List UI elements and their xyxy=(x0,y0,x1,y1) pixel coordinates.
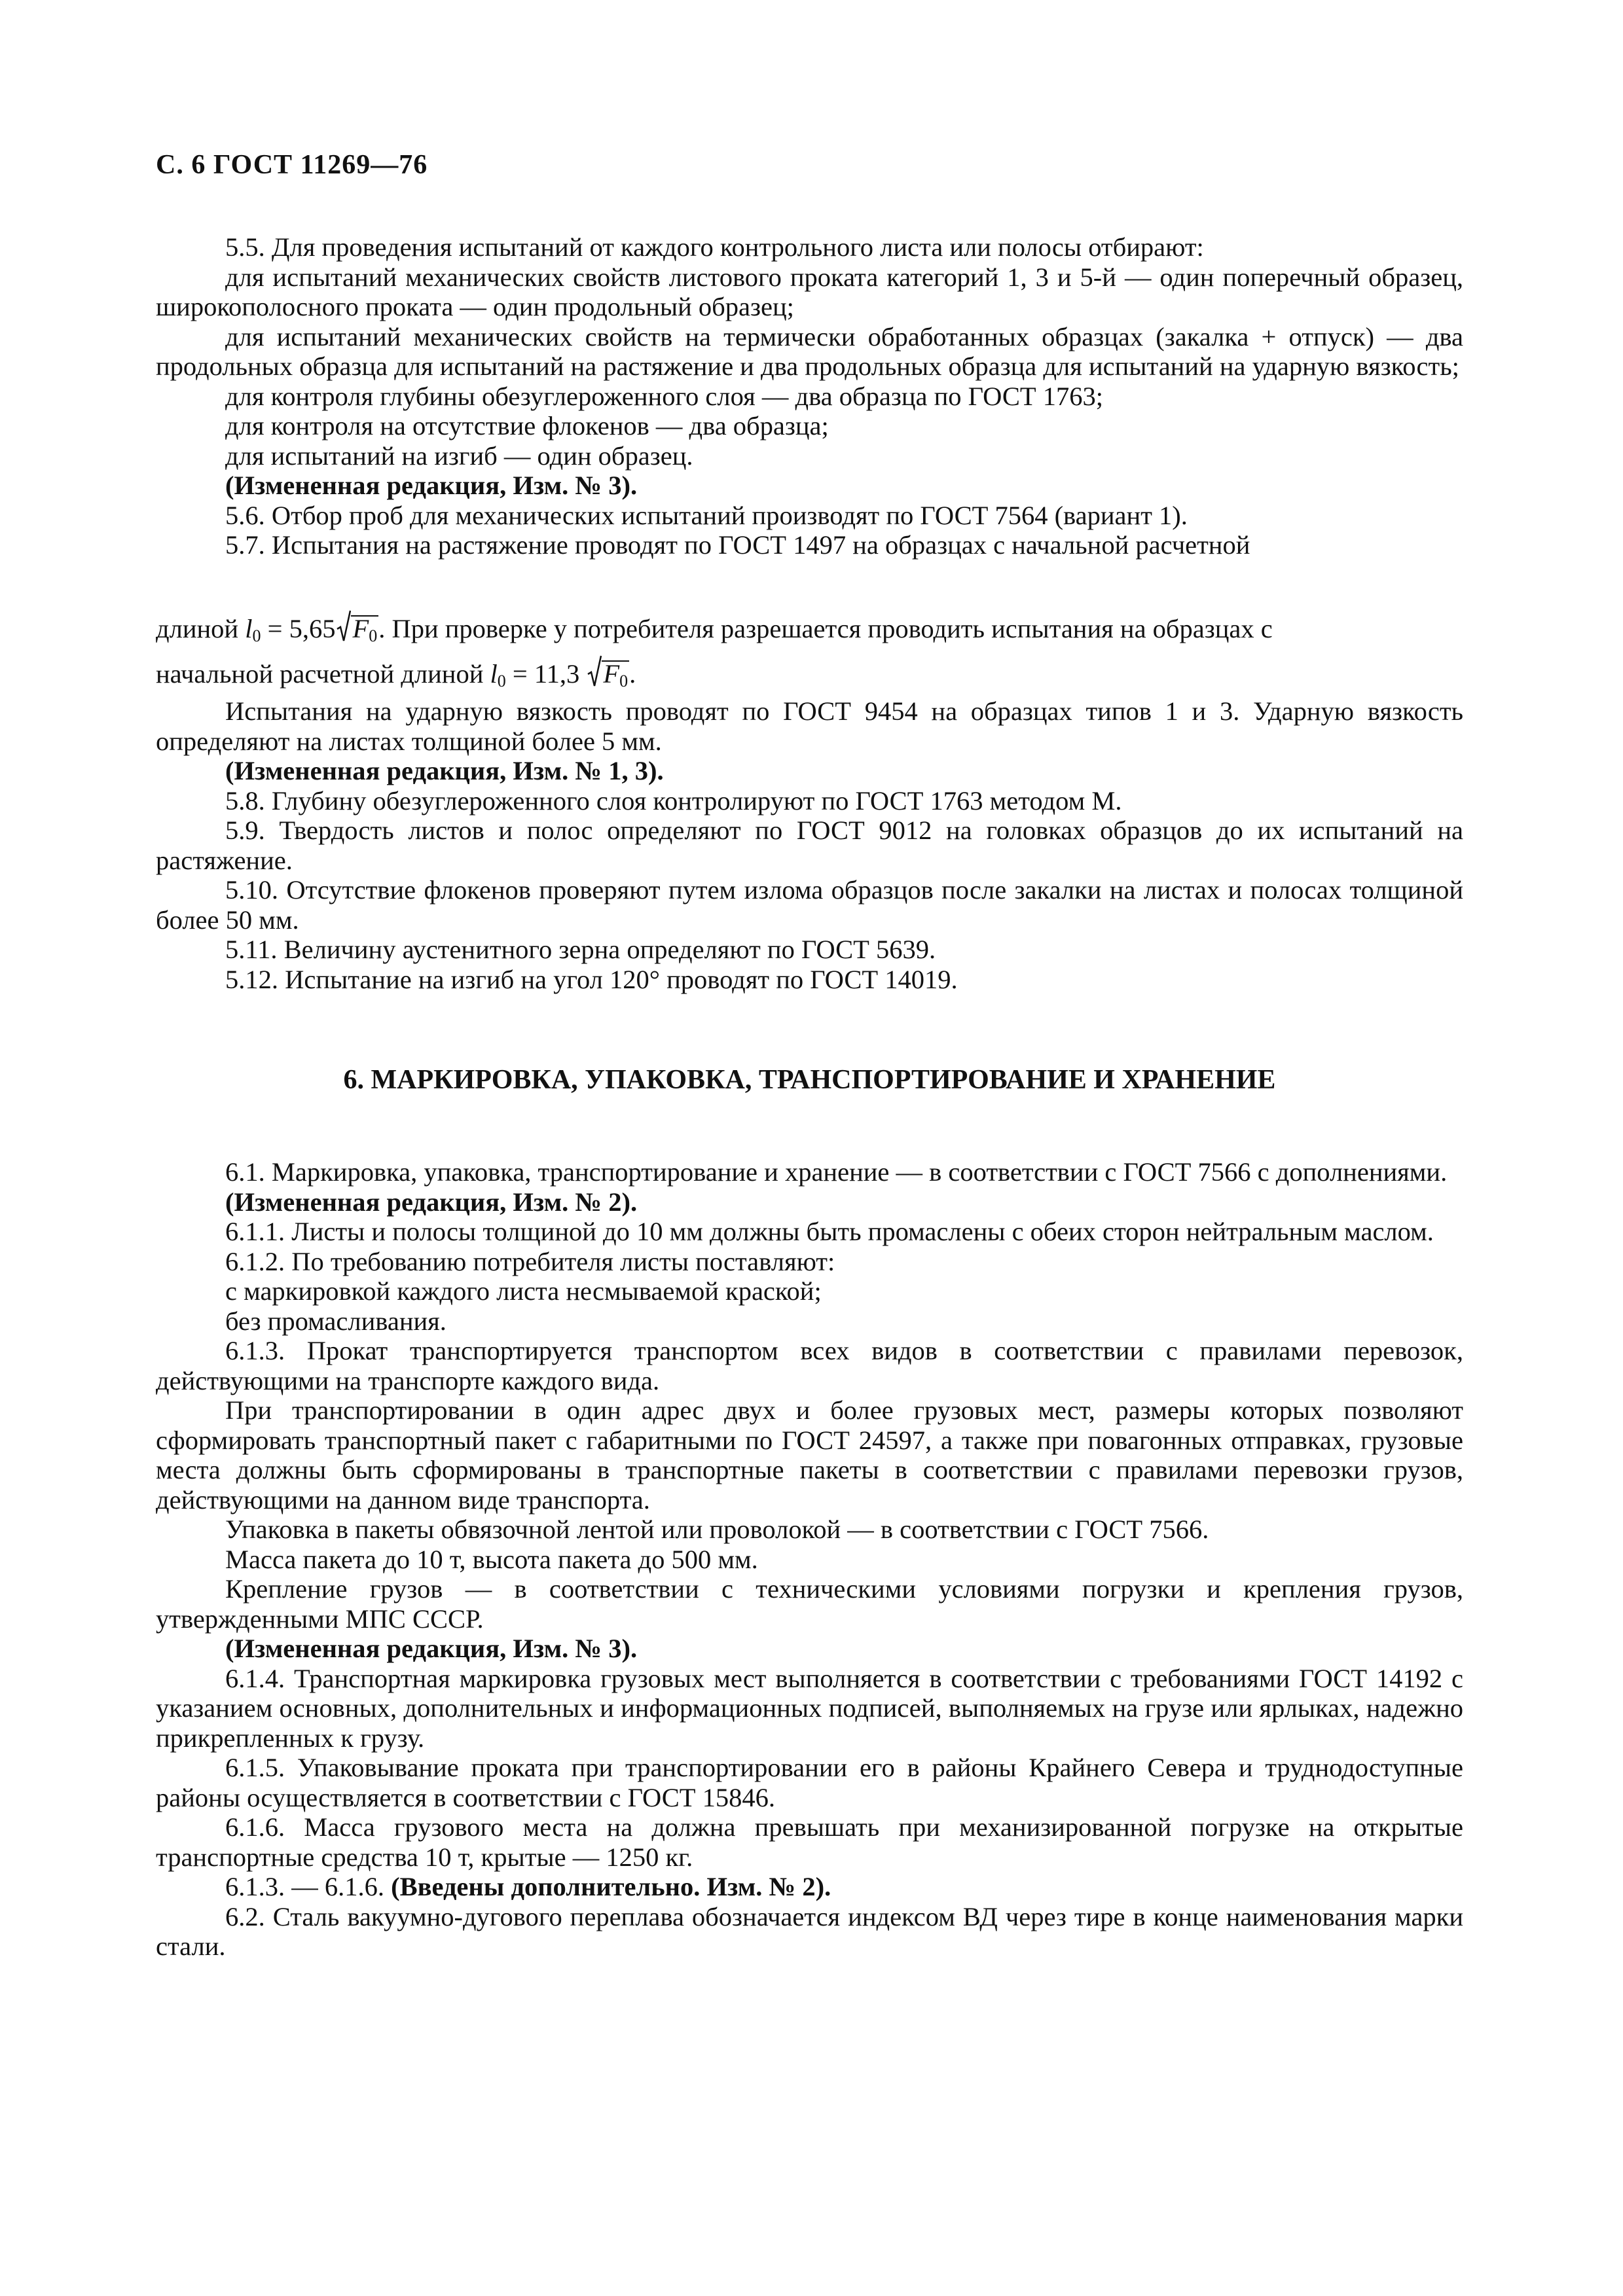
paragraph: 6.1.6. Масса грузового места на должна превышать при механизированной погрузке на открытые транспортные средства 10 т, крытые — 1250 кг. xyxy=(156,1812,1463,1872)
paragraph: 6.1.2. По требованию потребителя листы поставляют: xyxy=(225,1246,835,1276)
paragraph: 5.11. Величину аустенитного зерна определяют по ГОСТ 5639. xyxy=(225,935,936,964)
paragraph: для испытаний механических свойств листового проката категорий 1, 3 и 5-й — один поперечный образец, широкополосного проката — один продольный образец; xyxy=(156,262,1463,321)
paragraph: 6.1.5. Упаковывание проката при транспортировании его в районы Крайнего Севера и труднодоступные районы осуществляется в соответствии с ГОСТ 15846. xyxy=(156,1753,1463,1812)
paragraph: (Измененная редакция, Изм. № 3). xyxy=(225,1634,638,1663)
paragraph: 5.8. Глубину обезуглероженного слоя контролируют по ГОСТ 1763 методом М. xyxy=(225,785,1122,816)
paragraph: 5.5. Для проведения испытаний от каждого контрольного листа или полосы отбирают: xyxy=(225,232,1204,262)
formula-1: $l_0 = 5,65$ $F_0$ xyxy=(245,614,378,643)
paragraph: Крепление грузов — в соответствии с техническими условиями погрузки и крепления грузов, утвержденными МПС СССР. xyxy=(156,1574,1463,1634)
paragraph: 6.1.3. Прокат транспортируется транспортом всех видов в соответствии с правилами перевозок, действующими на транспорте каждого вида. xyxy=(156,1336,1463,1395)
paragraph: для испытаний на изгиб — один образец. xyxy=(225,440,693,471)
paragraph: Упаковка в пакеты обвязочной лентой или проволокой — в соответствии с ГОСТ 7566. xyxy=(225,1515,1209,1544)
sqrt-sign: $F_0$ xyxy=(587,658,629,689)
formula-2-prefix: начальной расчетной длиной xyxy=(156,659,490,689)
paragraph: При транспортировании в один адрес двух и более грузовых мест, размеры которых позволяют сформировать транспортный пакет с габаритными по ГОСТ 24597, а также при повагонных отправках, грузовые места должны быть сформированы в транспортные пакеты в соответствии с правилами перевозки грузов, действующими на данном виде транспорта. xyxy=(156,1395,1463,1515)
paragraph: 5.12. Испытание на изгиб на угол 120° проводят по ГОСТ 14019. xyxy=(225,964,958,994)
paragraph: 6.1. Маркировка, упаковка, транспортирование и хранение — в соответствии с ГОСТ 7566 с дополнениями. xyxy=(225,1157,1448,1187)
paragraph: (Измененная редакция, Изм. № 3). xyxy=(225,471,638,500)
sqrt-sign: $F_0$ xyxy=(337,613,378,644)
paragraph: 6.1.3. — 6.1.6. (Введены дополнительно. Изм. № 2). xyxy=(225,1872,831,1901)
paragraph: для испытаний механических свойств на термически обработанных образцах (закалка + отпуск) — два продольных образца для испытаний на растяжение и два продольных образца для испытаний на ударную вязкость; xyxy=(156,321,1463,381)
paragraph: 6.1.1. Листы и полосы толщиной до 10 мм должны быть промаслены с обеих сторон нейтральным маслом. xyxy=(225,1217,1434,1246)
paragraph: Масса пакета до 10 т, высота пакета до 500 мм. xyxy=(225,1544,758,1574)
page-header: С. 6 ГОСТ 11269—76 xyxy=(156,150,428,180)
paragraph: 5.10. Отсутствие флокенов проверяют путем излома образцов после закалки на листах и полосах толщиной более 50 мм. xyxy=(156,875,1463,935)
section-6-title: 6. МАРКИРОВКА, УПАКОВКА, ТРАНСПОРТИРОВАНИЕ И ХРАНЕНИЕ xyxy=(343,1065,1276,1095)
section-5-paragraphs-a xyxy=(156,232,1463,560)
formula-line-2 xyxy=(156,658,1463,689)
formula-line-1 xyxy=(156,613,1463,644)
paragraph: 6.1.4. Транспортная маркировка грузовых мест выполняется в соответствии с требованиями ГОСТ 14192 с указанием основных, дополнительных и информационных подписей, выполняемых на грузе или ярлыках, надежно прикрепленных к грузу. xyxy=(156,1663,1463,1753)
formula-2-suffix: . xyxy=(629,659,636,689)
paragraph: (Измененная редакция, Изм. № 2). xyxy=(225,1187,638,1217)
paragraph: для контроля глубины обезуглероженного слоя — два образца по ГОСТ 1763; xyxy=(225,381,1103,411)
paragraph: 5.7. Испытания на растяжение проводят по ГОСТ 1497 на образцах с начальной расчетной xyxy=(225,530,1250,560)
paragraph: (Измененная редакция, Изм. № 1, 3). xyxy=(225,756,664,785)
paragraph: для контроля на отсутствие флокенов — два образца; xyxy=(225,411,829,440)
paragraph: 5.6. Отбор проб для механических испытаний производят по ГОСТ 7564 (вариант 1). xyxy=(225,500,1188,530)
paragraph: 5.9. Твердость листов и полос определяют по ГОСТ 9012 на головках образцов до их испытаний на растяжение. xyxy=(156,816,1463,875)
paragraph: 6.2. Сталь вакуумно-дугового переплава обозначается индексом ВД через тире в конце наименования марки стали. xyxy=(156,1901,1463,1961)
paragraph: без промасливания. xyxy=(225,1306,447,1336)
section-5-paragraphs-b xyxy=(156,696,1463,994)
formula-1-prefix: длиной xyxy=(156,614,246,643)
section-6-paragraphs xyxy=(156,1157,1463,1962)
formula-2: $l_0 = 11,3$ $F_0$ xyxy=(490,659,630,689)
paragraph: Испытания на ударную вязкость проводят по ГОСТ 9454 на образцах типов 1 и 3. Ударную вязкость определяют на листах толщиной более 5 мм. xyxy=(156,696,1463,756)
formula-1-suffix: . При проверке у потребителя разрешается проводить испытания на образцах с xyxy=(378,614,1273,643)
paragraph: с маркировкой каждого листа несмываемой краской; xyxy=(225,1276,822,1306)
